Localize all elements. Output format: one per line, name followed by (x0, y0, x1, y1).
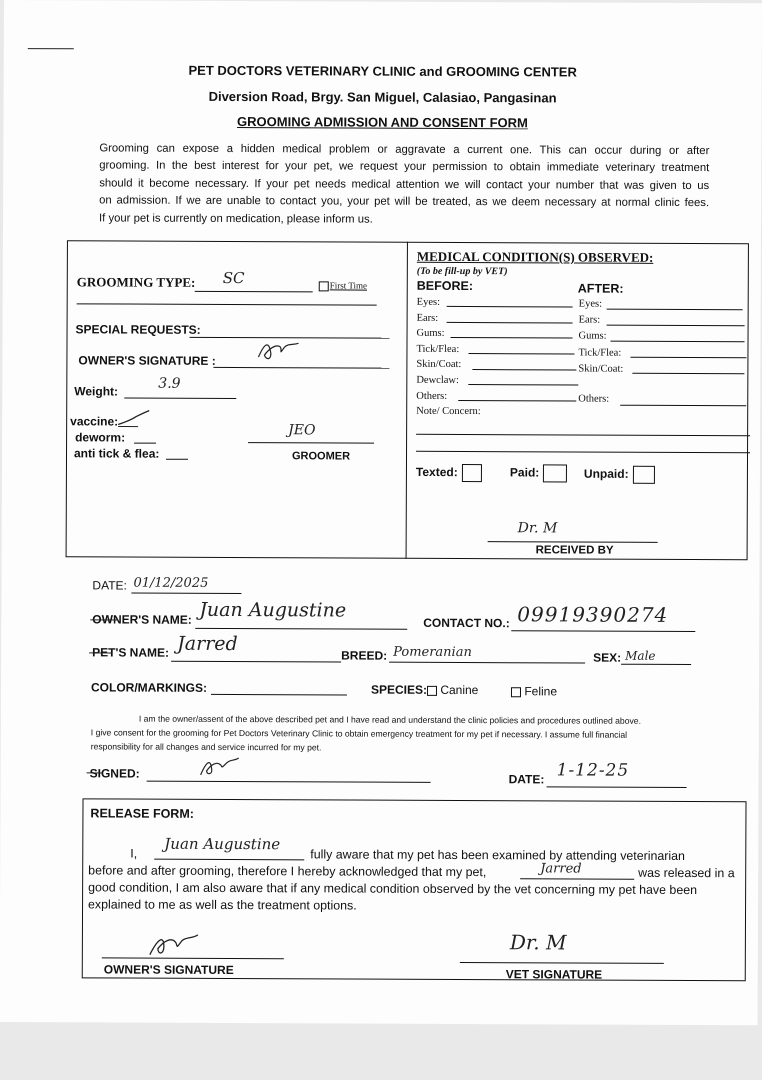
after-label: AFTER: (577, 281, 624, 296)
canine-option[interactable] (427, 683, 478, 697)
consent-date-label: DATE: (508, 772, 545, 787)
after-item: Eyes: (578, 298, 603, 310)
unpaid-option[interactable] (584, 466, 655, 484)
vaccine-label: vaccine: (70, 414, 119, 429)
release-line-2a: before and after grooming, therefore I hereby acknowledged that my pet, (88, 863, 487, 880)
breed-label: BREED: (341, 648, 388, 663)
deworm-label: deworm: (75, 430, 126, 445)
texted-option[interactable] (416, 464, 482, 482)
release-owner-value[interactable]: Juan Augustine (164, 834, 281, 854)
weight-value[interactable]: 3.9 (158, 375, 181, 392)
contact-line (511, 630, 695, 632)
before-item: Note/ Concern: (416, 405, 481, 418)
intro-line: should it become necessary. If your pet needs medical attention we will contact your number that was given to us (99, 177, 710, 192)
intro-line: on admission. If we are unable to contact you, your pet will be treated, as we deem necessary at normal clinic fees. (99, 194, 710, 210)
first-time-label: First Time (329, 280, 368, 291)
received-by-signature: Dr. M (517, 520, 558, 537)
release-line-3: good condition, I am also aware that if any medical condition observed by the vet concerning my pet have been (88, 880, 698, 898)
strike-mark (87, 772, 103, 773)
feline-checkbox[interactable] (511, 687, 521, 697)
grooming-type-label: GROOMING TYPE: (76, 274, 196, 290)
owner-name-value[interactable]: Juan Augustine (199, 598, 347, 622)
received-by-label: RECEIVED BY (535, 544, 614, 557)
release-title: RELEASE FORM: (90, 806, 194, 821)
owner-signature-scribble (254, 337, 302, 363)
intro-line: Grooming can expose a hidden medical problem or aggravate a current one. This can occur during or after (99, 142, 710, 158)
canine-checkbox[interactable] (427, 686, 437, 696)
paid-option[interactable] (510, 464, 567, 482)
before-item: Skin/Coat: (416, 359, 462, 371)
release-line-1: fully aware that my pet has been examined by attending veterinarian (310, 847, 686, 863)
release-owner-signature-scribble (146, 929, 202, 959)
signed-signature-scribble (197, 753, 241, 779)
contact-value[interactable]: 09919390274 (517, 602, 669, 627)
release-pet-value[interactable]: Jarred (540, 861, 582, 877)
color-markings-line[interactable] (211, 694, 347, 696)
strike-mark (89, 652, 111, 653)
owner-name-label: OWNER'S NAME: (92, 612, 192, 627)
paid-label: Paid: (509, 465, 540, 480)
release-line-2b: was released in a (638, 865, 735, 881)
consent-date-value[interactable]: 1-12-25 (556, 760, 630, 781)
intro-line: If your pet is currently on medication, please inform us. (99, 212, 373, 226)
sex-value[interactable]: Male (625, 648, 656, 663)
after-item: Others: (578, 393, 610, 405)
owner-signature-label: OWNER'S SIGNATURE : (78, 353, 216, 368)
sex-label: SEX: (593, 650, 622, 665)
consent-line: I give consent for the grooming for Pet Doctors Veterinary Clinic to obtain emergency treatment for my pet if necessary. I assume full financial (90, 727, 628, 740)
breed-value[interactable]: Pomeranian (393, 644, 472, 661)
consent-date-line (547, 786, 687, 788)
antitick-line[interactable] (166, 459, 188, 460)
intro-paragraph (99, 140, 709, 230)
special-requests-label: SPECIAL REQUESTS: (75, 322, 201, 337)
strike-mark (90, 619, 118, 620)
color-markings-label: COLOR/MARKINGS: (90, 680, 208, 695)
clinic-name: PET DOCTORS VETERINARY CLINIC and GROOMING CENTER (188, 62, 577, 80)
vaccine-check-mark (116, 408, 152, 428)
signed-label: SIGNED: (89, 766, 140, 781)
medical-title: MEDICAL CONDITION(S) OBSERVED: (416, 248, 654, 265)
consent-line: I am the owner/assent of the above described pet and I have read and understand the clinic policies and procedures outlined above. (138, 713, 641, 726)
before-item: Gums: (416, 327, 445, 340)
release-prefix: I, (130, 846, 138, 861)
pet-name-line (171, 661, 341, 663)
release-owner-signature-label: OWNER'S SIGNATURE (103, 962, 234, 978)
after-list (578, 297, 623, 408)
vet-signature-label: VET SIGNATURE (505, 967, 603, 982)
after-item: Gums: (578, 330, 607, 343)
texted-label: Texted: (415, 464, 458, 480)
pet-name-label: PET'S NAME: (92, 645, 170, 660)
date-line (131, 593, 241, 594)
before-item: Others: (416, 390, 448, 402)
after-item: Skin/Coat: (578, 363, 624, 375)
form-title: GROOMING ADMISSION AND CONSENT FORM (237, 114, 528, 131)
antitick-label: anti tick & flea: (73, 446, 160, 461)
before-label: BEFORE: (416, 278, 474, 294)
contact-label: CONTACT NO.: (423, 615, 510, 631)
after-item: Ears: (578, 314, 601, 326)
before-item: Tick/Flea: (416, 343, 460, 355)
owner-name-line (195, 628, 407, 630)
species-label: SPECIES: (370, 682, 428, 697)
grooming-type-value[interactable]: SC (222, 268, 245, 288)
date-label: DATE: (92, 578, 127, 593)
groomer-label: GROOMER (291, 450, 351, 463)
groomer-value[interactable]: JEO (288, 422, 316, 439)
medical-subtitle: (To be fill-up by VET) (416, 265, 508, 278)
first-time-option[interactable] (319, 280, 367, 291)
texted-checkbox[interactable] (462, 464, 482, 482)
clinic-address: Diversion Road, Brgy. San Miguel, Calasiao, Pangasinan (208, 88, 557, 106)
before-list (416, 295, 481, 420)
unpaid-checkbox[interactable] (633, 466, 655, 484)
canine-label: Canine (440, 682, 479, 698)
feline-option[interactable] (511, 684, 557, 698)
pet-name-value[interactable]: Jarred (177, 632, 238, 656)
first-time-checkbox[interactable] (319, 281, 329, 291)
before-item: Eyes: (416, 296, 441, 308)
unpaid-label: Unpaid: (583, 466, 629, 481)
release-line-4: explained to me as well as the treatment options. (88, 897, 357, 913)
feline-label: Feline (524, 684, 558, 699)
breed-line (389, 662, 585, 664)
date-value[interactable]: 01/12/2025 (133, 575, 209, 591)
signed-line[interactable] (147, 781, 431, 783)
paid-checkbox[interactable] (543, 464, 567, 482)
sex-line (621, 664, 691, 665)
margin-mark (28, 48, 74, 49)
vet-signature-value: Dr. M (509, 930, 567, 955)
before-item: Ears: (416, 312, 439, 324)
weight-label: Weight: (74, 384, 119, 399)
deworm-line[interactable] (134, 443, 156, 444)
after-item: Tick/Flea: (578, 347, 622, 359)
before-item: Dewclaw: (416, 374, 459, 386)
consent-line: responsibility for all changes and service incurred for my pet. (90, 741, 322, 753)
intro-line: grooming. In the best interest for your pet, we request your permission to obtain immediate veterinary treatment (99, 159, 710, 175)
